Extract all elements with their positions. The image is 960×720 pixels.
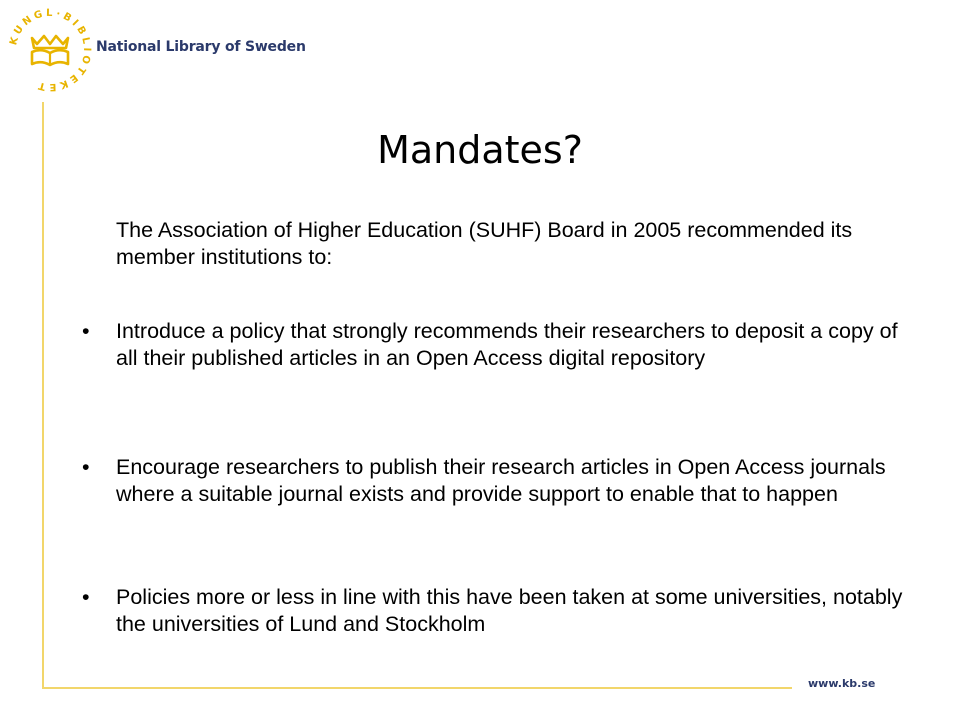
left-rule-divider — [42, 102, 44, 689]
footer-url-link[interactable]: www.kb.se — [808, 677, 876, 690]
bottom-rule-divider — [42, 687, 792, 689]
kb-crown-book-icon — [4, 4, 96, 96]
bullet-marker: • — [82, 319, 90, 343]
logo-ring-text: KUNGL·BIBLIOTEKET — [8, 7, 93, 93]
kb-logo — [4, 4, 96, 96]
org-name: National Library of Sweden — [96, 39, 306, 55]
bullet-text: Encourage researchers to publish their research articles in Open Access journals where a suitable journal exists and provide support to enable that to happen — [116, 455, 886, 506]
bullet-text: Introduce a policy that strongly recommends their researchers to deposit a copy of all their published articles in an Open Access digital repository — [116, 319, 898, 370]
bullet-marker: • — [82, 585, 90, 609]
slide-title: Mandates? — [377, 128, 583, 172]
intro-paragraph: The Association of Higher Education (SUHF) Board in 2005 recommended its member institutions to: — [116, 218, 853, 269]
bullet-marker: • — [82, 455, 90, 479]
bullet-text: Policies more or less in line with this have been taken at some universities, notably the universities of Lund and Stockholm — [116, 585, 903, 636]
